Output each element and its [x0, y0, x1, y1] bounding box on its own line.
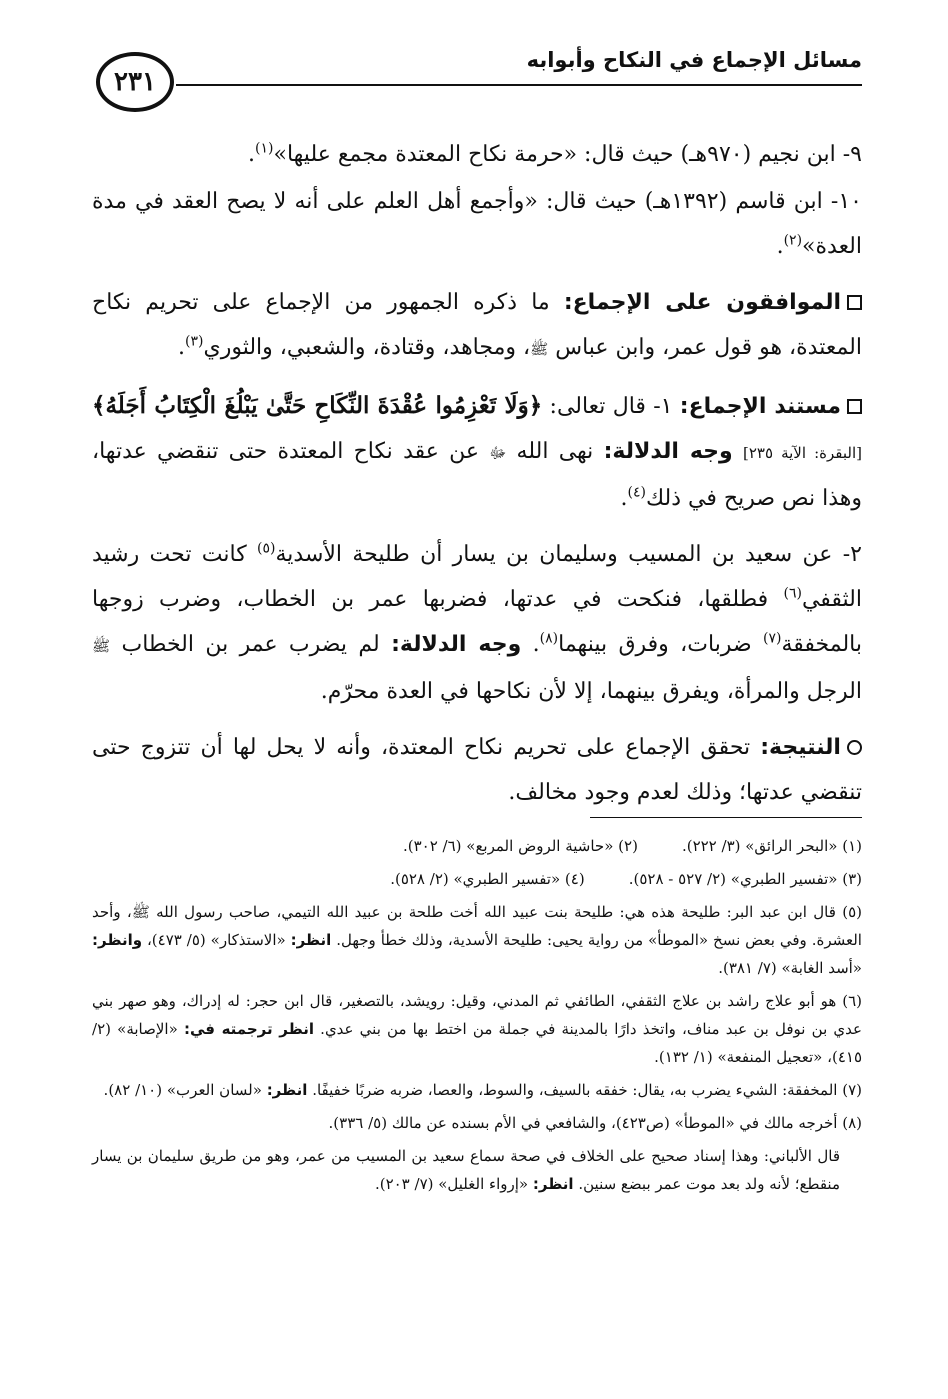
paragraph-result: النتيجة: تحقق الإجماع على تحريم نكاح المعتدة، وأنه لا يحل لها أن تتزوج حتى تنقضي عدتها؛ وذلك لعدم وجود مخالف. [92, 735, 862, 805]
footnote-ref-4[interactable]: (٤) [627, 484, 647, 501]
header-rule [176, 84, 862, 86]
evidence-label: وجه الدلالة: [603, 439, 733, 464]
footnote-7: (٧) المخفقة: الشيء يضرب به، يقال: خفقه بالسيف، والسوط، والعصا، ضربه ضربًا خفيفًا. انظر: «لسان العرب» (١٠/ ٨٢). [103, 1081, 862, 1099]
square-bullet-icon [847, 399, 862, 414]
honorific-glyph: ﷺ [92, 637, 111, 655]
honorific-glyph: ﷺ [530, 340, 549, 358]
paragraph-agreeing: الموافقون على الإجماع: ما ذكره الجمهور من الإجماع على تحريم نكاح المعتدة، هو قول عمر، وابن عباس ﷺ، ومجاهد، وقتادة، والشعبي، والثوري$^{(٣)}$. [92, 290, 862, 360]
quran-verse: ﴿وَلَا تَعْزِمُوا عُقْدَةَ النِّكَاحِ حَتَّىٰ يَبْلُغَ الْكِتَابُ أَجَلَهُ﴾ [92, 392, 543, 419]
footnote-3: (٣) «تفسير الطبري» (٢/ ٥٢٧ - ٥٢٨). [628, 870, 862, 888]
main-text [92, 132, 862, 826]
paragraph-item-2: ٢- عن سعيد بن المسيب وسليمان بن يسار أن طليحة الأسدية$^{(٥)}$ كانت تحت رشيد الثقفي$^{(٦)}$ فطلقها، فنكحت في عدتها، فضربها عمر بن الخطاب، وضرب زوجها بالمخفقة$^{(٧)}$ ضربات، وفرق بينهما$^{(٨)}$. وجه الدلالة: لم يضرب عمر بن الخطاب ﷺ الرجل والمرأة، ويفرق بينهما، إلا لأن نكاحها في العدة محرّم. [92, 540, 862, 704]
honorific-glyph: ﷻ [489, 444, 507, 462]
paragraph-basis: مستند الإجماع: ١- قال تعالى: ﴿وَلَا تَعْزِمُوا عُقْدَةَ النِّكَاحِ حَتَّىٰ يَبْلُغَ الْكِتَابُ أَجَلَهُ﴾ [البقرة: الآية ٢٣٥] وجه الدلالة: نهى الله ﷻ عن عقد نكاح المعتدة حتى تنقضي عدتها، وهذا نص صريح في ذلك$^{(٤)}$. [92, 392, 862, 511]
footnote-6: (٦) هو أبو علاج راشد بن علاج الثقفي، الطائفي ثم المدني، وقيل: رويشد، بالتصغير، قال ابن حجر: له إدراك، وهو صهر بني عدي بن نوفل بن عبد مناف، واتخذ دارًا بالمدينة في جملة من اختط بها من بني عدي. انظر ترجمته في: «الإصابة» (٢/ ٤١٥)، «تعجيل المنفعة» (١/ ١٣٢). [92, 992, 862, 1066]
agreeing-label: الموافقون على الإجماع: [563, 290, 841, 315]
footnote-ref-8[interactable]: (٨) [539, 630, 559, 647]
footnote-ref-7[interactable]: (٧) [763, 630, 782, 647]
page-header [96, 36, 862, 106]
footnote-2: (٢) «حاشية الروض المربع» (٦/ ٣٠٢). [402, 837, 638, 855]
footnote-8: (٨) أخرجه مالك في «الموطأ» (ص٤٢٣)، والشافعي في الأم بسنده عن مالك (٥/ ٣٣٦). [328, 1114, 862, 1132]
footnote-5: (٥) قال ابن عبد البر: طليحة هذه هي: طليحة بنت عبيد الله أخت طلحة بن عبيد الله التيمي، صاحب رسول الله ﷺ، وأحد العشرة. وفي بعض نسخ «الموطأ» من رواية يحيى: طليحة الأسدية، وذلك خطأ وجهل. انظر: «الاستذكار» (٥/ ٤٧٣)، وانظر: «أسد الغابة» (٧/ ٣٨١). [92, 903, 862, 977]
square-bullet-icon [847, 295, 862, 310]
footnote-ref-6[interactable]: (٦) [783, 585, 802, 602]
paragraph-item-9: ٩- ابن نجيم (٩٧٠هـ) حيث قال: «حرمة نكاح المعتدة مجمع عليها»$^{(١)}$. [248, 140, 862, 167]
honorific-glyph: ﷺ [131, 903, 150, 921]
footnote-row-1-2 [92, 832, 862, 860]
footnote-ref-3[interactable]: (٣) [185, 333, 204, 350]
footnote-4: (٤) «تفسير الطبري» (٢/ ٥٢٨). [390, 870, 585, 888]
running-title: مسائل الإجماع في النكاح وأبوابه [526, 48, 862, 72]
result-label: النتيجة: [760, 735, 841, 760]
verse-citation: [البقرة: الآية ٢٣٥] [743, 444, 862, 462]
circle-bullet-icon [847, 740, 862, 755]
footnotes [92, 832, 862, 1203]
evidence-label: وجه الدلالة: [391, 632, 522, 657]
footnote-separator [590, 817, 862, 818]
basis-label: مستند الإجماع: [679, 394, 842, 419]
paragraph-item-10: ١٠- ابن قاسم (١٣٩٢هـ) حيث قال: «وأجمع أهل العلم على أنه لا يصح العقد في مدة العدة»$^{(٢)}$. [92, 189, 862, 259]
footnote-1: (١) «البحر الرائق» (٣/ ٢٢٢). [681, 837, 862, 855]
footnote-8-continued: قال الألباني: وهذا إسناد صحيح على الخلاف في صحة سماع سعيد بن المسيب من عمر، وهو من طريق سليمان بن يسار منقطع؛ لأنه ولد بعد موت عمر ببضع سنين. انظر: «إرواء الغليل» (٧/ ٢٠٣). [92, 1147, 840, 1193]
footnote-ref-2[interactable]: (٢) [783, 232, 803, 249]
footnote-row-3-4 [92, 865, 862, 893]
footnote-ref-1[interactable]: (١) [255, 140, 274, 157]
page-number: ٢٣١ [96, 52, 174, 112]
footnote-ref-5[interactable]: (٥) [257, 540, 276, 557]
